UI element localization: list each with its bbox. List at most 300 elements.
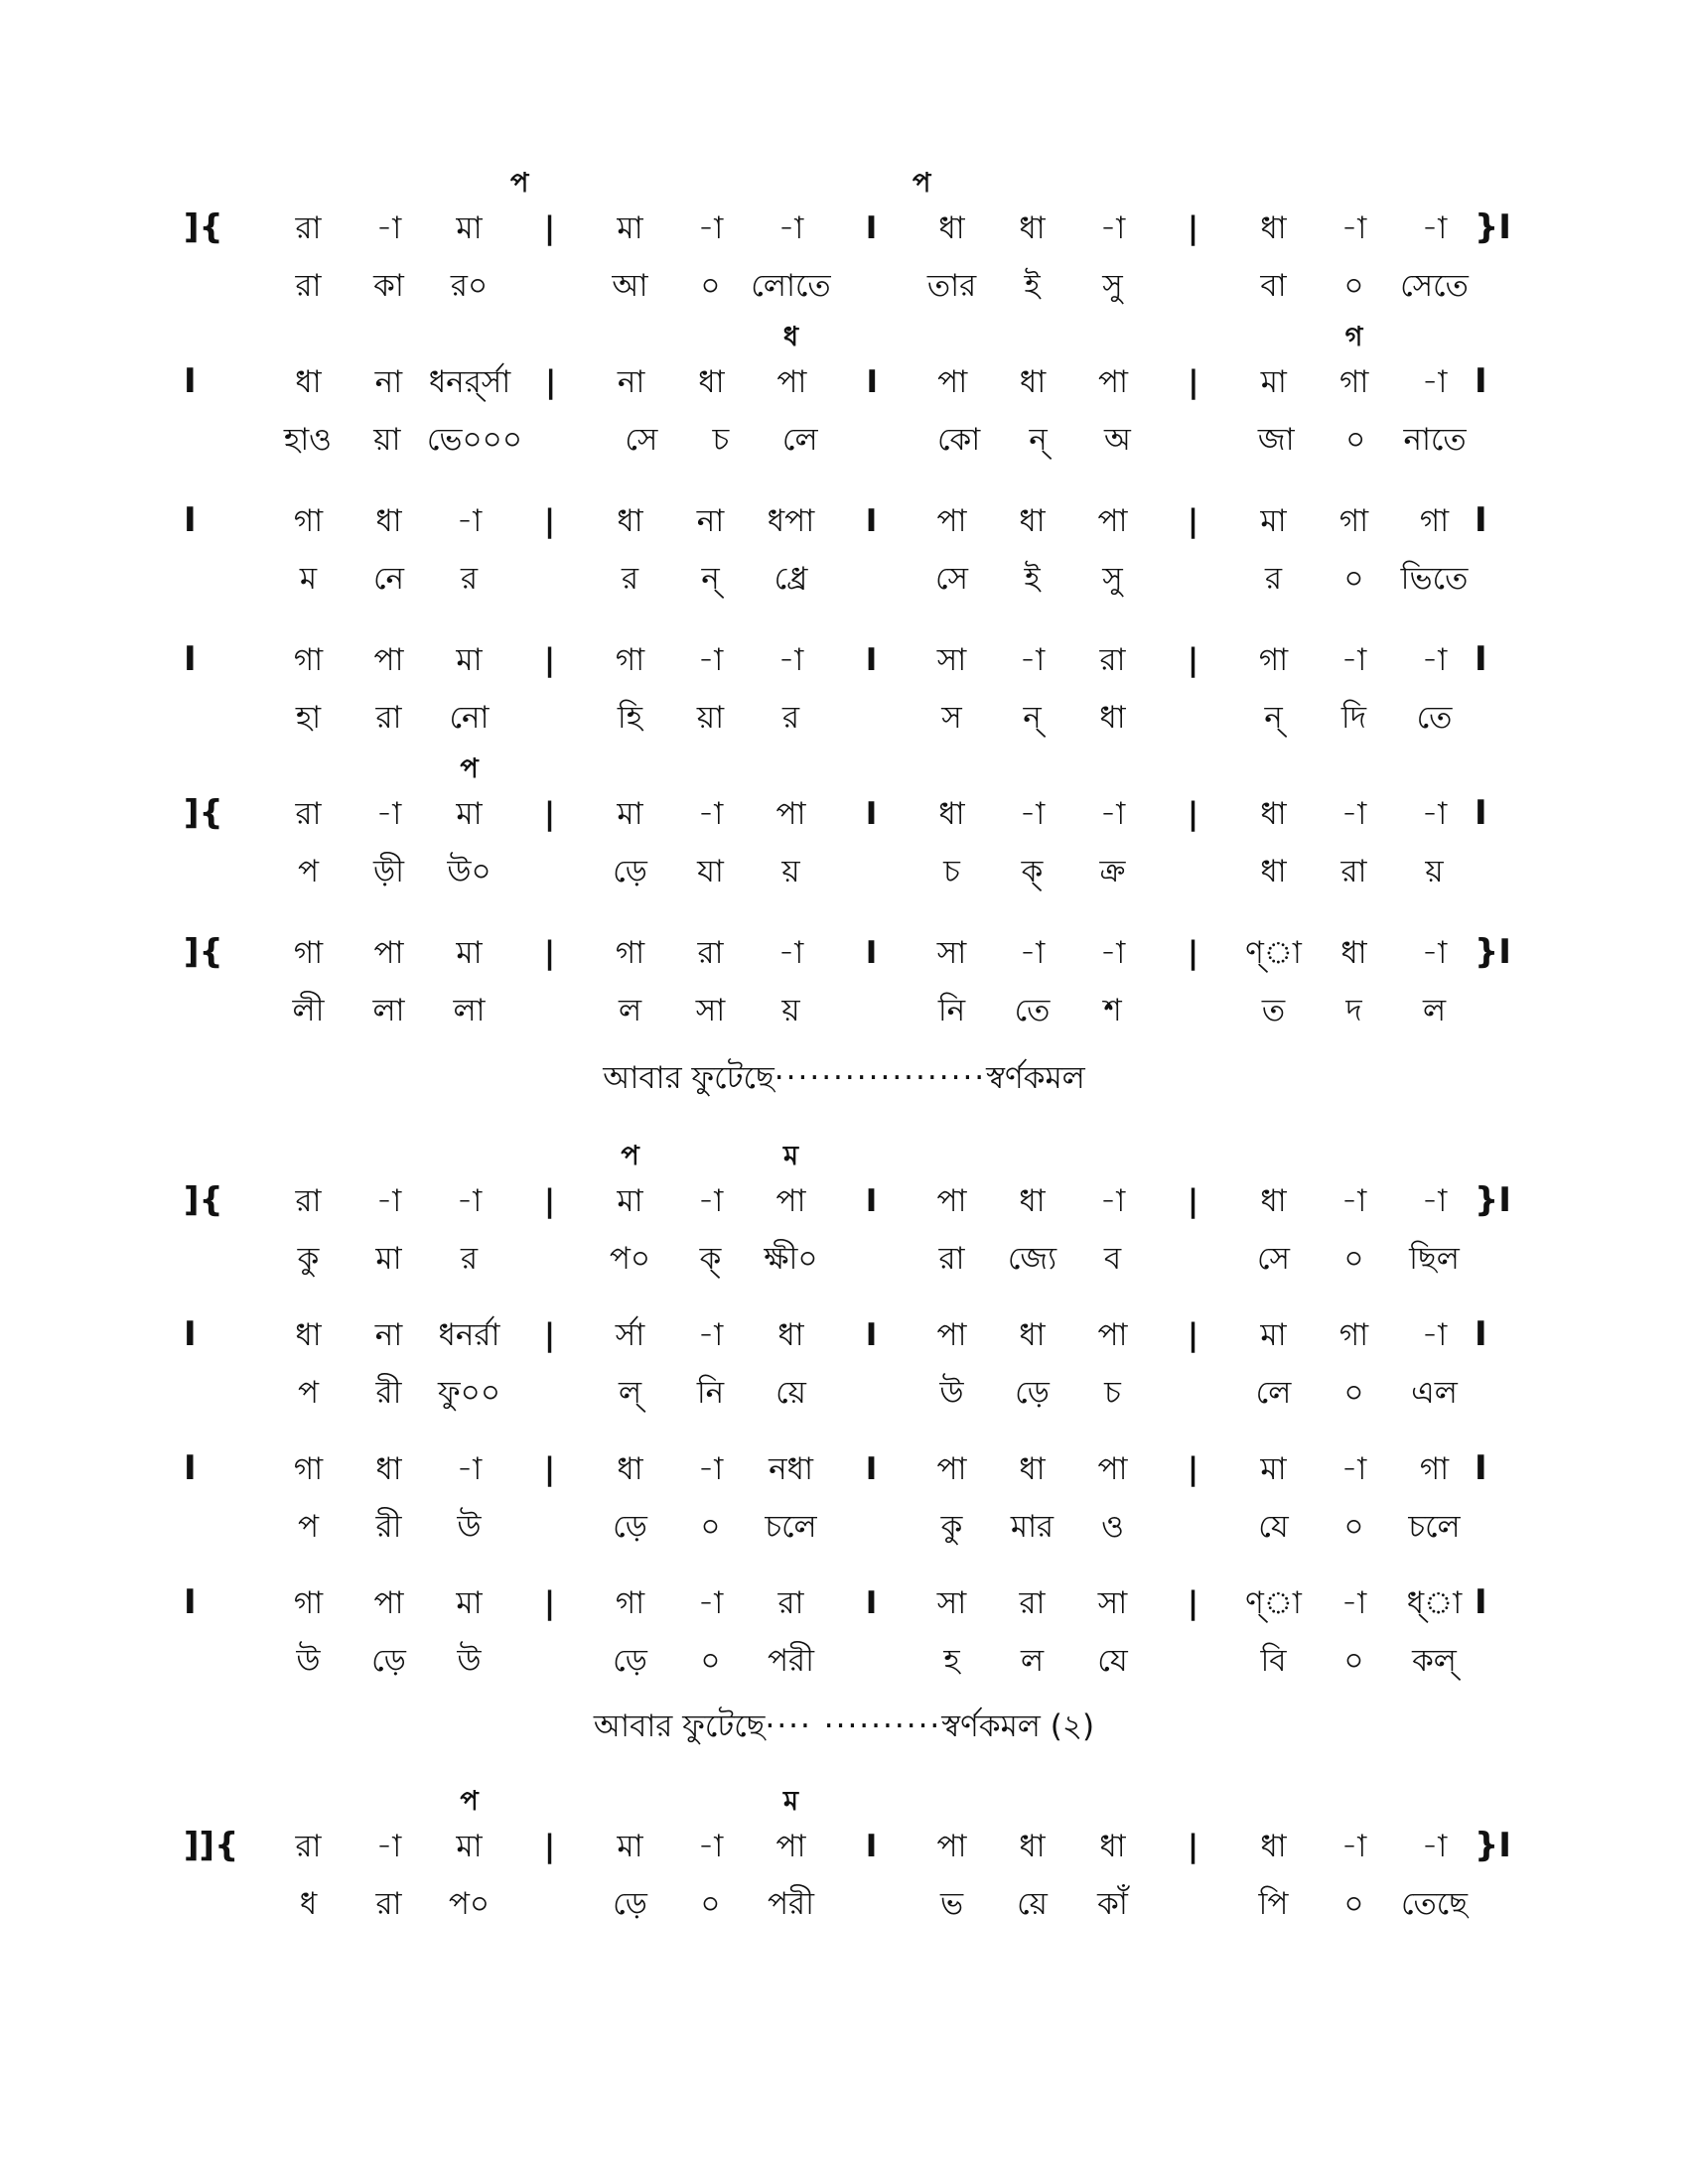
grace-note bbox=[1274, 166, 1374, 202]
lyric-syllable bbox=[509, 261, 590, 311]
lyric-syllable bbox=[831, 261, 912, 311]
refrain-end: স্বর্ণকমল bbox=[986, 1060, 1085, 1096]
system-start-mark: ]{ bbox=[184, 207, 223, 247]
lyric-syllable bbox=[509, 1879, 590, 1929]
lyric-syllable: ভিতে bbox=[1400, 561, 1469, 597]
lyric-syllable: কু bbox=[297, 1241, 320, 1277]
lyric-syllable: ০ bbox=[1343, 1886, 1364, 1922]
lyric-syllable: জ্যে bbox=[1007, 1241, 1057, 1277]
lyric-syllable: ০ bbox=[1343, 561, 1364, 597]
note-cell: -া bbox=[1340, 1585, 1367, 1621]
note-cell: -া bbox=[1340, 1183, 1367, 1219]
lyric-syllable: শ bbox=[1103, 993, 1122, 1028]
lyric-syllable bbox=[831, 1234, 912, 1284]
lyric-syllable: হি bbox=[617, 700, 643, 736]
note-cell: পা bbox=[1097, 1317, 1128, 1353]
lyric-syllable: প bbox=[297, 1375, 320, 1411]
lyric-syllable: ফু০০ bbox=[438, 1375, 500, 1411]
barline: I bbox=[865, 1317, 878, 1353]
barline: I bbox=[866, 364, 879, 400]
lyric-syllable bbox=[840, 415, 919, 465]
lyric-syllable: কল্ bbox=[1412, 1643, 1457, 1679]
lyric-syllable: হাও bbox=[283, 422, 332, 458]
grace-note bbox=[509, 320, 590, 355]
note-cell: -া bbox=[1099, 210, 1126, 246]
note-cell: গা bbox=[1419, 1451, 1450, 1487]
note-cell: -া bbox=[375, 210, 402, 246]
note-row bbox=[268, 1444, 1475, 1494]
lyric-syllable: ০ bbox=[1343, 1509, 1364, 1545]
barline: I bbox=[865, 1451, 878, 1487]
lyric-syllable: ল bbox=[1422, 993, 1447, 1028]
lyric-syllable bbox=[509, 1368, 590, 1418]
lyric-syllable: কো bbox=[936, 422, 981, 458]
barline: I bbox=[865, 796, 878, 832]
note-cell: মা bbox=[456, 210, 483, 246]
lyric-syllable: নাতে bbox=[1403, 422, 1467, 458]
grace-note: গ bbox=[1344, 322, 1363, 352]
grace-note bbox=[1394, 1784, 1475, 1820]
lyric-syllable: ত bbox=[1261, 993, 1286, 1028]
lyric-syllable bbox=[1153, 1368, 1233, 1418]
note-cell: -া bbox=[1421, 935, 1448, 971]
lyric-syllable bbox=[509, 1234, 590, 1284]
barline: | bbox=[543, 1183, 556, 1219]
lyric-syllable: য়ে bbox=[775, 1375, 806, 1411]
lyric-row bbox=[268, 1234, 1475, 1284]
lyric-syllable bbox=[831, 847, 912, 896]
grace-note bbox=[268, 1139, 349, 1174]
lyric-syllable: ল bbox=[1020, 1643, 1045, 1679]
system-start-mark: ]{ bbox=[184, 1180, 223, 1220]
grace-note bbox=[1072, 166, 1173, 202]
note-cell: ণ্া bbox=[1245, 1585, 1302, 1621]
note-cell: -া bbox=[697, 1829, 724, 1864]
lyric-syllable: য়া bbox=[373, 422, 401, 458]
note-cell: পা bbox=[936, 1451, 967, 1487]
note-cell: গা bbox=[293, 1451, 324, 1487]
lyric-syllable: ড়ে bbox=[613, 1643, 647, 1679]
note-cell: -া bbox=[1421, 642, 1448, 678]
note-cell: সা bbox=[936, 935, 967, 971]
note-cell: গা bbox=[293, 1585, 324, 1621]
grace-note bbox=[268, 320, 349, 355]
lyric-syllable: লা bbox=[453, 993, 486, 1028]
lyric-syllable: ড়ে bbox=[613, 1886, 647, 1922]
grace-note bbox=[509, 751, 590, 787]
note-cell: -া bbox=[697, 210, 724, 246]
grace-note bbox=[992, 1784, 1072, 1820]
lyric-syllable: রা bbox=[375, 1886, 402, 1922]
grace-note bbox=[429, 1139, 509, 1174]
note-cell: ধা bbox=[1260, 1829, 1287, 1864]
lyric-syllable: চলে bbox=[765, 1509, 817, 1545]
lyric-syllable: রা bbox=[1340, 854, 1367, 889]
note-cell: রা bbox=[295, 1183, 322, 1219]
note-cell: -া bbox=[375, 1829, 402, 1864]
grace-note bbox=[1072, 1784, 1153, 1820]
lyric-syllable: উ bbox=[296, 1643, 321, 1679]
lyric-syllable: উ০ bbox=[447, 854, 492, 889]
refrain-start: আবার ফুটেছে bbox=[593, 1708, 766, 1744]
grace-note bbox=[912, 320, 992, 355]
lyric-syllable: ক্ bbox=[1021, 854, 1044, 889]
lyric-syllable: ই bbox=[1024, 561, 1041, 597]
lyric-syllable bbox=[509, 986, 590, 1035]
lyric-syllable: ম bbox=[299, 561, 318, 597]
note-cell: -া bbox=[456, 1451, 483, 1487]
lyric-syllable: স bbox=[941, 700, 962, 736]
lyric-syllable: ধ bbox=[299, 1886, 318, 1922]
grace-note bbox=[972, 166, 1072, 202]
note-cell: ধা bbox=[1099, 1829, 1126, 1864]
note-cell: সা bbox=[936, 642, 967, 678]
lyric-syllable: ০ bbox=[700, 1643, 721, 1679]
grace-note bbox=[268, 1784, 349, 1820]
system-end-mark: I bbox=[1475, 639, 1487, 679]
lyric-syllable: ল্ bbox=[618, 1375, 642, 1411]
note-cell: -া bbox=[1421, 796, 1448, 832]
note-cell: ধা bbox=[295, 364, 322, 400]
note-cell: নধা bbox=[769, 1451, 813, 1487]
system-end-mark: I bbox=[1475, 793, 1487, 833]
note-cell: পা bbox=[1097, 1451, 1128, 1487]
note-cell: মা bbox=[1260, 503, 1287, 539]
lyric-syllable: দ bbox=[1345, 993, 1362, 1028]
grace-note bbox=[1233, 1784, 1314, 1820]
barline: | bbox=[1187, 1451, 1199, 1487]
barline: | bbox=[1187, 503, 1199, 539]
lyric-syllable: ভে০০০ bbox=[426, 422, 522, 458]
grace-note bbox=[1072, 320, 1153, 355]
note-cell: মা bbox=[456, 1585, 483, 1621]
barline: | bbox=[1187, 1829, 1199, 1864]
lyric-syllable: নি bbox=[937, 993, 966, 1028]
lyric-syllable: ক্ষী০ bbox=[764, 1241, 818, 1277]
barline: | bbox=[543, 796, 556, 832]
note-cell: ধনর্রা bbox=[438, 1317, 500, 1353]
note-cell: মা bbox=[617, 1183, 643, 1219]
barline: | bbox=[543, 1451, 556, 1487]
barline: | bbox=[543, 642, 556, 678]
system-start-mark: I bbox=[184, 1582, 197, 1622]
lyric-syllable: সে bbox=[1256, 1241, 1291, 1277]
lyric-syllable: ড়ী bbox=[373, 854, 404, 889]
lyric-syllable: ন্ bbox=[1023, 700, 1042, 736]
lyric-syllable: ধ্রে bbox=[774, 561, 808, 597]
note-cell: -া bbox=[1019, 935, 1046, 971]
barline: | bbox=[1187, 1585, 1199, 1621]
grace-note bbox=[831, 751, 912, 787]
lyric-row bbox=[268, 1368, 1475, 1418]
lyric-syllable: ০ bbox=[700, 268, 721, 304]
grace-note bbox=[1072, 1139, 1153, 1174]
lyric-syllable: নি bbox=[696, 1375, 725, 1411]
grace-note bbox=[831, 1139, 912, 1174]
system-end-mark: }I bbox=[1475, 1180, 1511, 1220]
system-end-mark: }I bbox=[1475, 207, 1511, 247]
grace-note bbox=[1314, 1784, 1394, 1820]
grace-note bbox=[1153, 1784, 1233, 1820]
lyric-syllable: বা bbox=[1260, 268, 1287, 304]
lyric-syllable: ন্ bbox=[701, 561, 720, 597]
note-cell: -া bbox=[1421, 210, 1448, 246]
lyric-syllable: য় bbox=[781, 993, 800, 1028]
system-start-mark: I bbox=[184, 361, 197, 401]
grace-note bbox=[1153, 751, 1233, 787]
note-cell: সা bbox=[1097, 1585, 1128, 1621]
lyric-syllable: র bbox=[460, 561, 479, 597]
lyric-syllable bbox=[509, 847, 590, 896]
note-cell: -া bbox=[1340, 1451, 1367, 1487]
lyric-row bbox=[268, 1879, 1475, 1929]
grace-note: ম bbox=[783, 1786, 798, 1817]
grace-note bbox=[349, 1784, 429, 1820]
lyric-syllable: কু bbox=[940, 1509, 963, 1545]
note-row bbox=[268, 789, 1475, 839]
lyric-syllable: তেছে bbox=[1400, 1886, 1469, 1922]
system-start-mark: ]{ bbox=[184, 793, 223, 833]
note-cell: ধা bbox=[1019, 503, 1046, 539]
note-cell: রা bbox=[697, 935, 724, 971]
note-cell: মা bbox=[456, 642, 483, 678]
note-cell: ধা bbox=[617, 1451, 643, 1487]
note-cell: গা bbox=[1419, 503, 1450, 539]
system-end-mark: I bbox=[1475, 1448, 1487, 1488]
lyric-syllable: প০ bbox=[609, 1241, 651, 1277]
note-row bbox=[268, 1176, 1475, 1226]
grace-row bbox=[268, 751, 1475, 787]
grace-note bbox=[1233, 751, 1314, 787]
lyric-row bbox=[268, 554, 1475, 604]
lyric-syllable: পি bbox=[1258, 1886, 1289, 1922]
system-end-mark: I bbox=[1475, 361, 1487, 401]
note-cell: পা bbox=[936, 503, 967, 539]
grace-note bbox=[912, 751, 992, 787]
lyric-syllable bbox=[509, 693, 590, 743]
note-cell: রা bbox=[777, 1585, 804, 1621]
note-cell: পা bbox=[775, 1183, 806, 1219]
lyric-row bbox=[268, 415, 1475, 465]
refrain-dots: ···· ·········· bbox=[765, 1708, 942, 1744]
lyric-syllable: সা bbox=[695, 993, 726, 1028]
system-start-mark: I bbox=[184, 500, 197, 540]
system-end-mark: I bbox=[1475, 1314, 1487, 1354]
barline: | bbox=[543, 1317, 556, 1353]
barline: | bbox=[1187, 1317, 1199, 1353]
lyric-syllable: ধা bbox=[1260, 854, 1287, 889]
note-cell: -া bbox=[1340, 642, 1367, 678]
barline: | bbox=[1187, 210, 1199, 246]
lyric-syllable: চ bbox=[943, 854, 960, 889]
lyric-syllable: ০ bbox=[700, 1509, 721, 1545]
grace-note bbox=[509, 1139, 590, 1174]
note-cell: -া bbox=[1099, 1183, 1126, 1219]
grace-note bbox=[992, 320, 1072, 355]
lyric-syllable: রী bbox=[375, 1375, 402, 1411]
grace-note bbox=[1394, 320, 1475, 355]
lyric-syllable: নো bbox=[449, 700, 490, 736]
note-cell: ধা bbox=[375, 1451, 402, 1487]
grace-note: ম bbox=[783, 1141, 798, 1171]
lyric-syllable: য় bbox=[1425, 854, 1444, 889]
note-cell: -া bbox=[697, 642, 724, 678]
note-cell: পা bbox=[775, 796, 806, 832]
grace-note bbox=[751, 751, 831, 787]
barline: | bbox=[543, 1829, 556, 1864]
grace-note: প bbox=[460, 753, 479, 784]
system-end-mark: }I bbox=[1475, 1826, 1511, 1865]
lyric-syllable: যা bbox=[697, 854, 724, 889]
note-cell: -া bbox=[697, 1451, 724, 1487]
lyric-syllable bbox=[1153, 1879, 1233, 1929]
lyric-row bbox=[268, 1636, 1475, 1686]
note-cell: ধনর্র্সা bbox=[428, 364, 511, 400]
refrain-dots: ·················· bbox=[774, 1060, 987, 1096]
lyric-syllable: ব bbox=[1103, 1241, 1122, 1277]
lyric-syllable: ক্র bbox=[1099, 854, 1126, 889]
note-cell: -া bbox=[375, 796, 402, 832]
grace-note bbox=[590, 1784, 670, 1820]
lyric-syllable: মার bbox=[1010, 1509, 1055, 1545]
note-cell: ধা bbox=[938, 796, 965, 832]
note-cell: পা bbox=[775, 1829, 806, 1864]
lyric-syllable: রা bbox=[375, 700, 402, 736]
lyric-syllable bbox=[831, 986, 912, 1035]
note-cell: -া bbox=[777, 935, 804, 971]
grace-note bbox=[1233, 1139, 1314, 1174]
grace-note: প bbox=[621, 1141, 639, 1171]
lyric-syllable bbox=[509, 1636, 590, 1686]
note-row bbox=[268, 635, 1475, 685]
barline: | bbox=[1187, 935, 1199, 971]
note-cell: ধা bbox=[698, 364, 725, 400]
note-cell: না bbox=[374, 1317, 403, 1353]
barline: I bbox=[865, 935, 878, 971]
lyric-syllable: ০ bbox=[1343, 268, 1364, 304]
grace-row bbox=[268, 320, 1475, 355]
note-cell: গা bbox=[293, 935, 324, 971]
grace-note bbox=[429, 320, 509, 355]
note-cell: ধা bbox=[1019, 1183, 1046, 1219]
lyric-syllable: পরী bbox=[768, 1886, 814, 1922]
grace-note bbox=[590, 320, 670, 355]
note-cell: গা bbox=[1338, 503, 1369, 539]
lyric-syllable: য় bbox=[781, 854, 800, 889]
grace-note bbox=[992, 751, 1072, 787]
note-cell: মা bbox=[617, 1829, 643, 1864]
note-cell: পা bbox=[373, 1585, 404, 1621]
system-start-mark: I bbox=[184, 1314, 197, 1354]
lyric-syllable bbox=[831, 1368, 912, 1418]
lyric-syllable bbox=[831, 554, 912, 604]
lyric-syllable: ০ bbox=[1343, 1241, 1364, 1277]
note-cell: -া bbox=[456, 503, 483, 539]
lyric-syllable: ড়ে bbox=[371, 1643, 406, 1679]
note-cell: -া bbox=[697, 1183, 724, 1219]
note-cell: রা bbox=[1019, 1585, 1046, 1621]
grace-note bbox=[1173, 166, 1273, 202]
lyric-syllable: ন্ bbox=[1029, 422, 1048, 458]
lyric-syllable bbox=[1153, 986, 1233, 1035]
lyric-syllable: চ bbox=[1104, 1375, 1121, 1411]
barline: I bbox=[865, 503, 878, 539]
note-cell: -া bbox=[1099, 935, 1126, 971]
lyric-syllable: ভ bbox=[939, 1886, 964, 1922]
note-cell: -া bbox=[1019, 796, 1046, 832]
note-cell: ধা bbox=[1340, 935, 1367, 971]
grace-note bbox=[670, 751, 751, 787]
grace-note bbox=[349, 751, 429, 787]
refrain-line bbox=[0, 1703, 1688, 1754]
grace-note bbox=[1394, 751, 1475, 787]
note-row bbox=[268, 928, 1475, 978]
lyric-syllable: মা bbox=[375, 1241, 402, 1277]
lyric-syllable: তে bbox=[1014, 993, 1051, 1028]
note-cell: -া bbox=[777, 210, 804, 246]
note-row bbox=[268, 357, 1475, 407]
note-cell: পা bbox=[1097, 364, 1129, 400]
note-cell: -া bbox=[456, 1183, 483, 1219]
note-cell: ধা bbox=[1019, 1829, 1046, 1864]
note-cell: -া bbox=[1019, 642, 1046, 678]
note-cell: -া bbox=[1340, 796, 1367, 832]
note-cell: মা bbox=[456, 935, 483, 971]
lyric-syllable: কাঁ bbox=[1097, 1886, 1128, 1922]
note-cell: পা bbox=[1097, 503, 1128, 539]
note-cell: পা bbox=[373, 935, 404, 971]
grace-note bbox=[1072, 751, 1153, 787]
system-start-mark: I bbox=[184, 639, 197, 679]
note-cell: ণ্া bbox=[1245, 935, 1302, 971]
lyric-syllable: য়া bbox=[696, 700, 725, 736]
lyric-syllable: দি bbox=[1340, 700, 1367, 736]
lyric-syllable: রা bbox=[295, 268, 322, 304]
note-cell: গা bbox=[1258, 642, 1289, 678]
grace-note bbox=[912, 1139, 992, 1174]
note-cell: -া bbox=[1340, 210, 1367, 246]
lyric-syllable bbox=[509, 554, 590, 604]
grace-note bbox=[1153, 1139, 1233, 1174]
grace-note: প bbox=[912, 168, 931, 199]
barline: I bbox=[865, 1585, 878, 1621]
grace-note bbox=[771, 166, 871, 202]
grace-note bbox=[570, 166, 670, 202]
barline: | bbox=[543, 1585, 556, 1621]
note-cell: -া bbox=[1421, 1829, 1448, 1864]
lyric-row bbox=[268, 986, 1475, 1035]
lyric-syllable: ড়ে bbox=[1015, 1375, 1050, 1411]
grace-note bbox=[831, 320, 912, 355]
barline: | bbox=[543, 503, 556, 539]
note-cell: রা bbox=[295, 796, 322, 832]
lyric-syllable: হা bbox=[295, 700, 322, 736]
lyric-syllable bbox=[1153, 1636, 1233, 1686]
note-cell: র্সা bbox=[615, 1317, 645, 1353]
barline: I bbox=[865, 1829, 878, 1864]
grace-note bbox=[590, 751, 670, 787]
lyric-syllable: চ bbox=[712, 422, 730, 458]
grace-note bbox=[1394, 1139, 1475, 1174]
lyric-row bbox=[268, 1502, 1475, 1552]
note-cell: গা bbox=[293, 503, 324, 539]
note-cell: ধ্া bbox=[1406, 1585, 1463, 1621]
lyric-syllable: ড়ে bbox=[613, 1509, 647, 1545]
lyric-syllable bbox=[831, 693, 912, 743]
lyric-syllable: লে bbox=[781, 422, 818, 458]
lyric-syllable: প০ bbox=[448, 1886, 491, 1922]
grace-note: প bbox=[460, 1786, 479, 1817]
